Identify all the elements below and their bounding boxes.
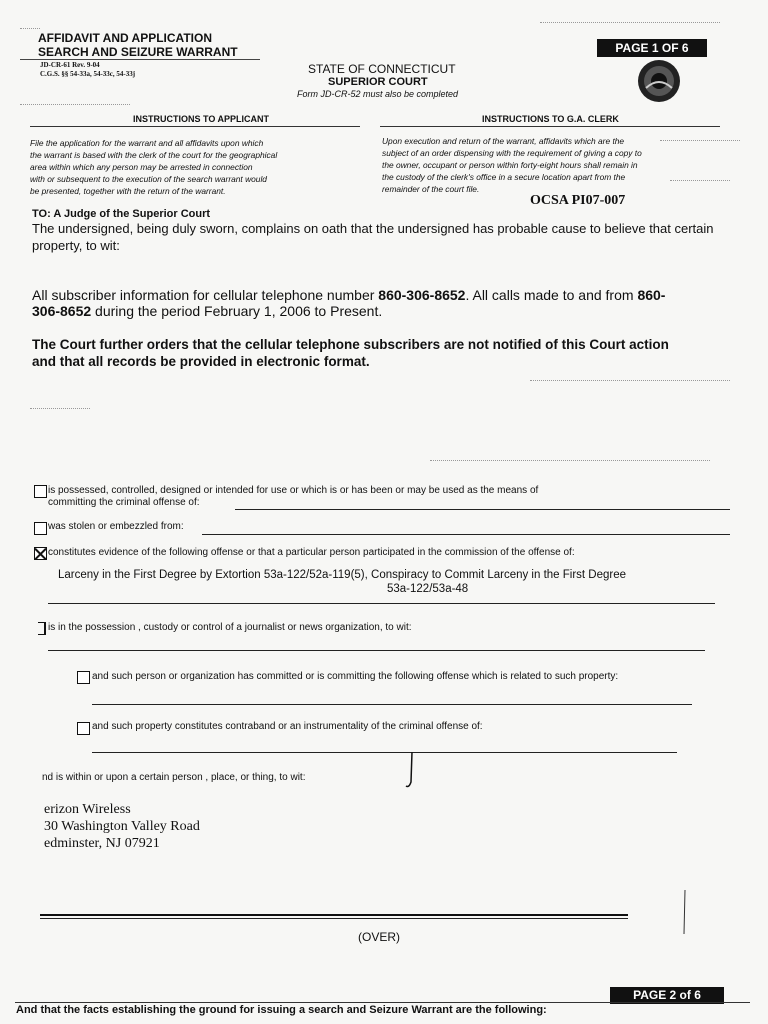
page-badge: PAGE 1 OF 6 (597, 39, 707, 57)
bottom-rule-lower (40, 918, 628, 919)
pen-mark (405, 752, 415, 790)
scan-mark (660, 140, 740, 141)
page2-badge: PAGE 2 of 6 (610, 987, 724, 1004)
title-underline (20, 59, 260, 60)
sub-contraband-label: and such property constitutes contraband or an instrumentality of the criminal offense of: (92, 721, 483, 732)
possessed-label-line1: is possessed, controlled, designed or intended for use or which is or has been or may be used as the means of (48, 485, 539, 496)
ocsa-reference: OCSA PI07-007 (530, 193, 626, 208)
scan-mark (670, 180, 730, 181)
scan-mark (30, 408, 90, 409)
property-line1: All subscriber information for cellular telephone number 860-306-8652. All calls made to and from 860- (32, 287, 666, 303)
statutes: C.G.S. §§ 54-33a, 54-33c, 54-33j (40, 70, 136, 78)
sub-offense-label: and such person or organization has committed or is committing the following offense which is related to such property: (92, 671, 619, 682)
margin-mark (683, 890, 686, 934)
evidence-label: constitutes evidence of the following offense or that a particular person participated in the commission of the offense of: (48, 547, 575, 558)
oath-line1: The undersigned, being duly sworn, complains on oath that the undersigned has probable cause to believe that certain (32, 221, 714, 236)
journalist-field[interactable] (48, 650, 705, 651)
scan-mark (20, 28, 40, 29)
phone-number: 860-306-8652 (378, 287, 466, 303)
court-name: SUPERIOR COURT (328, 76, 428, 88)
scan-mark (540, 22, 720, 23)
scan-mark (530, 380, 730, 381)
form-title-line2: SEARCH AND SEIZURE WARRANT (38, 45, 238, 59)
clerk-heading-rule (380, 126, 720, 127)
possessed-label-line2: committing the criminal offense of: (48, 497, 200, 508)
companion-form-note: Form JD-CR-52 must also be completed (297, 89, 459, 99)
stolen-label: was stolen or embezzled from: (48, 521, 184, 532)
clerk-instructions-heading: INSTRUCTIONS TO G.A. CLERK (482, 114, 619, 124)
sub-offense-checkbox[interactable] (77, 671, 90, 684)
offense-text-line1: Larceny in the First Degree by Extortion 53a-122/52a-119(5), Conspiracy to Commit Larceny in the First Degree (58, 569, 627, 581)
applicant-instructions-text: File the application for the warrant and all affidavits upon which the warrant is based with the clerk of the court for the geographical area within which any person may be arrested in connection with or subsequent to the execution of the search warrant would be presented, together with the return of the warrant. (30, 138, 278, 196)
offense-field-line[interactable] (48, 603, 715, 604)
state-seal-icon (636, 58, 682, 104)
possessed-offense-field[interactable] (235, 509, 730, 510)
journalist-label: is in the possession , custody or control of a journalist or news organization, to wit: (48, 622, 412, 633)
scan-mark (20, 104, 130, 105)
journalist-checkbox[interactable] (38, 622, 46, 635)
bottom-rule-upper (40, 914, 628, 916)
stolen-checkbox[interactable] (34, 522, 47, 535)
applicant-instructions-heading: INSTRUCTIONS TO APPLICANT (133, 114, 270, 124)
sub-contraband-checkbox[interactable] (77, 722, 90, 735)
location-intro: nd is within or upon a certain person , place, or thing, to wit: (42, 772, 306, 783)
applicant-heading-rule (30, 126, 360, 127)
scan-mark (430, 460, 710, 461)
court-order-line2: and that all records be provided in electronic format. (32, 354, 370, 369)
clerk-instructions-text: Upon execution and return of the warrant, affidavits which are the subject of an order dispensing with the requirement of giving a copy to the owner, occupant or person within forty-eight hours shall remain in the custody of the clerk's office in a secure location apart from the remainder of the court file. (382, 136, 642, 194)
facts-heading: And that the facts establishing the ground for issuing a search and Seizure Warrant are the following: (16, 1004, 547, 1016)
stolen-from-field[interactable] (202, 534, 730, 535)
state-name: STATE OF CONNECTICUT (308, 62, 456, 76)
sub-offense-field[interactable] (92, 704, 692, 705)
evidence-checkbox[interactable] (34, 547, 47, 560)
offense-text-line2: 53a-122/53a-48 (387, 583, 469, 595)
location-address: erizon Wireless 30 Washington Valley Road edminster, NJ 07921 (44, 802, 200, 851)
over-label: (OVER) (358, 930, 400, 944)
oath-line2: property, to wit: (32, 238, 120, 253)
court-order-line1: The Court further orders that the cellular telephone subscribers are not notified of this Court action (32, 337, 669, 352)
property-line2: 306-8652 during the period February 1, 2006 to Present. (32, 303, 383, 319)
possessed-checkbox[interactable] (34, 485, 47, 498)
page2-rule (15, 1002, 750, 1003)
to-judge: TO: A Judge of the Superior Court (32, 208, 211, 220)
sub-contraband-field[interactable] (92, 752, 677, 753)
form-number: JD-CR-61 Rev. 9-04 (40, 61, 100, 69)
form-title-line1: AFFIDAVIT AND APPLICATION (38, 31, 212, 45)
